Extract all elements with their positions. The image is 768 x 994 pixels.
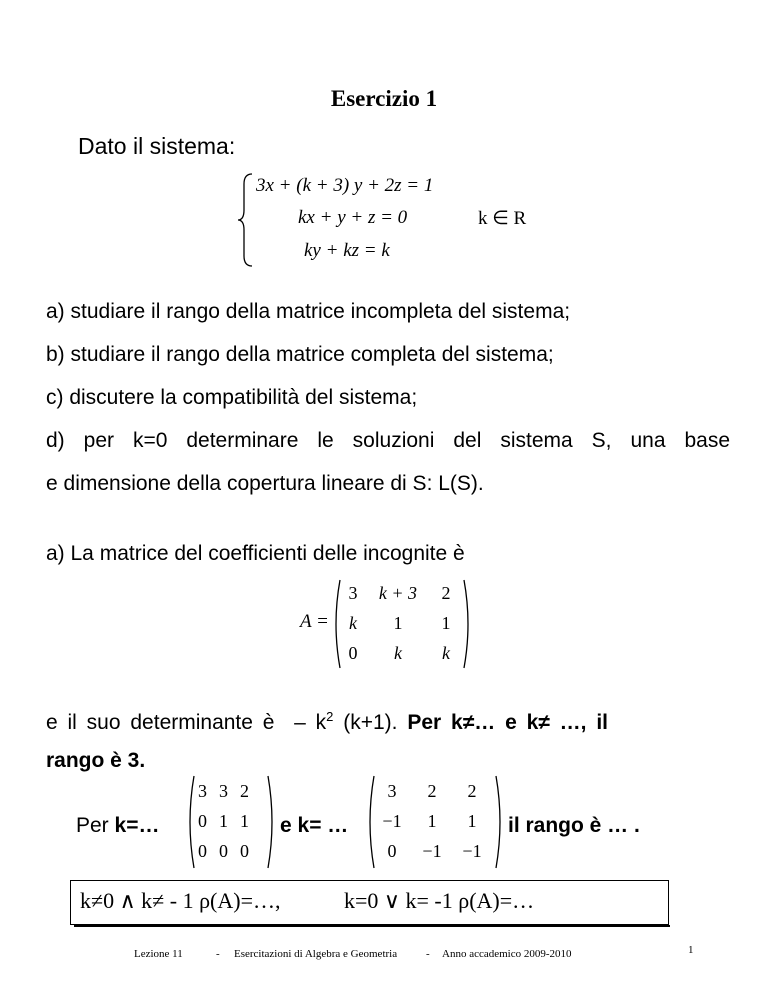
matrix-2-right-paren xyxy=(494,774,506,870)
matrix-a-cell: k + 3 xyxy=(378,582,418,603)
intro-text: Dato il sistema: xyxy=(78,133,236,159)
parameter-domain: k ∈ R xyxy=(478,208,527,229)
matrix-1-cell: 0 xyxy=(219,840,228,861)
exercise-title: Esercizio 1 xyxy=(330,86,438,111)
matrix-2-cell: −1 xyxy=(382,810,402,831)
matrix-2-row xyxy=(372,776,492,806)
rank-conclusion: rango è 3. xyxy=(46,749,146,772)
footer-year: Anno accademico 2009-2010 xyxy=(442,948,572,960)
matrix-a-cell: 1 xyxy=(393,612,403,633)
matrix-a-label: A = xyxy=(300,611,329,632)
matrix-a-cell: k xyxy=(442,642,450,663)
determinant-factor: (k+1). xyxy=(343,711,398,734)
matrix-1-row xyxy=(192,806,255,836)
matrix-2-cell: 2 xyxy=(427,780,437,801)
per-line-start xyxy=(76,814,159,838)
matrix-a-cell: 0 xyxy=(348,642,358,663)
footer-separator-2: - xyxy=(426,948,430,960)
matrix-1-cell: 1 xyxy=(240,810,249,831)
task-c: c) discutere la compatibilità del sistema; xyxy=(46,386,418,409)
matrix-2-cell: 1 xyxy=(467,810,477,831)
summary-box-shadow xyxy=(74,925,670,927)
equation-3: ky + kz = k xyxy=(304,240,390,261)
system-brace xyxy=(236,172,256,268)
task-b: b) studiare il rango della matrice completa del sistema; xyxy=(46,343,554,366)
matrix-1-cell: 3 xyxy=(219,780,228,801)
matrix-2-cell: −1 xyxy=(462,840,482,861)
determinant-exponent: 2 xyxy=(326,709,334,724)
matrix-1-cell: 2 xyxy=(240,780,249,801)
matrix-2 xyxy=(372,776,492,866)
matrix-1-row xyxy=(192,836,255,866)
matrix-1-row xyxy=(192,776,255,806)
matrix-a-right-paren xyxy=(462,578,474,670)
matrix-a-cell: 3 xyxy=(348,582,358,603)
determinant-minus: – xyxy=(294,711,306,734)
matrix-1 xyxy=(192,776,255,866)
matrix-2-cell: 0 xyxy=(387,840,397,861)
summary-box-left-border xyxy=(70,880,71,925)
matrix-1-right-paren xyxy=(266,774,278,870)
task-a: a) studiare il rango della matrice incompleta del sistema; xyxy=(46,300,571,323)
per-k-value: k=… xyxy=(114,814,160,837)
footer-lesson: Lezione 11 xyxy=(134,948,183,960)
footer-separator-1: - xyxy=(216,948,220,960)
per-word: Per xyxy=(76,814,109,837)
matrix-1-cell: 0 xyxy=(198,810,207,831)
footer-page-number: 1 xyxy=(688,944,694,956)
answer-a-intro: a) La matrice del coefficienti delle incognite è xyxy=(46,542,465,565)
matrix-a xyxy=(338,578,464,668)
footer-course: Esercitazioni di Algebra e Geometria xyxy=(234,948,398,960)
task-d-continued: e dimensione della copertura lineare di S: L(S). xyxy=(46,472,484,495)
matrix-a-cell: k xyxy=(349,612,357,633)
matrix-1-cell: 3 xyxy=(198,780,207,801)
summary-right: k=0 ∨ k= -1 ρ(A)=… xyxy=(344,888,535,913)
matrix-a-row xyxy=(338,578,464,608)
determinant-line xyxy=(46,709,608,735)
equation-2: kx + y + z = 0 xyxy=(298,207,408,228)
per-end-text xyxy=(508,814,640,838)
per-mid-text: e k= … xyxy=(280,814,349,837)
matrix-a-cell: 2 xyxy=(441,582,451,603)
matrix-2-cell: −1 xyxy=(422,840,442,861)
determinant-prefix: e il suo determinante è xyxy=(46,711,275,734)
matrix-1-cell: 1 xyxy=(219,810,228,831)
matrix-2-cell: 3 xyxy=(387,780,397,801)
matrix-a-cell: 1 xyxy=(441,612,451,633)
rank-placeholder: il rango è … . xyxy=(508,814,640,837)
matrix-2-row xyxy=(372,806,492,836)
matrix-2-cell: 2 xyxy=(467,780,477,801)
matrix-1-cell: 0 xyxy=(198,840,207,861)
matrix-a-row xyxy=(338,638,464,668)
matrix-2-row xyxy=(372,836,492,866)
matrix-a-row xyxy=(338,608,464,638)
matrix-1-cell: 0 xyxy=(240,840,249,861)
determinant-k: k xyxy=(315,711,327,734)
matrix-a-cell: k xyxy=(394,642,402,663)
equation-1: 3x + (k + 3) y + 2z = 1 xyxy=(256,175,434,196)
task-d: d) per k=0 determinare le soluzioni del sistema S, una base xyxy=(46,429,730,452)
matrix-2-cell: 1 xyxy=(427,810,437,831)
summary-left: k≠0 ∧ k≠ - 1 ρ(A)=…, xyxy=(80,888,281,913)
rank-condition: Per k≠… e k≠ …, il xyxy=(407,711,608,734)
summary-box-right-border xyxy=(668,880,669,925)
summary-box-top-border xyxy=(70,880,668,881)
